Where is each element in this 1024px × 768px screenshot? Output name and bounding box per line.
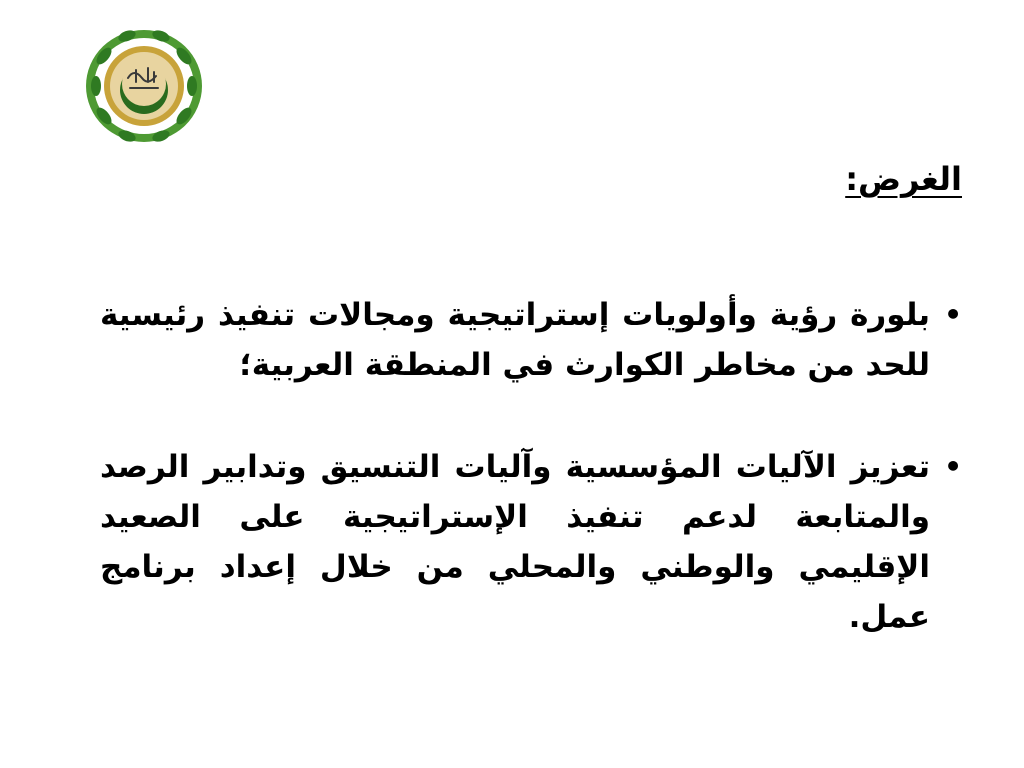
bullet-list [100,290,962,642]
list-item-text: تعزيز الآليات المؤسسية وآليات التنسيق وتدابير الرصد والمتابعة لدعم تنفيذ الإستراتيجية على الصعيد الإقليمي والوطني والمحلي من خلال إعداد برنامج عمل. [100,449,930,635]
page-title: الغرض: [845,160,962,198]
bullet-marker: • [944,450,962,483]
arab-league-emblem-icon [82,26,206,146]
arab-league-logo [82,26,206,146]
list-item [100,442,962,642]
list-item-text: بلورة رؤية وأولويات إستراتيجية ومجالات تنفيذ رئيسية للحد من مخاطر الكوارث في المنطقة العربية؛ [100,297,930,383]
bullet-marker: • [944,298,962,331]
list-item [100,290,962,390]
